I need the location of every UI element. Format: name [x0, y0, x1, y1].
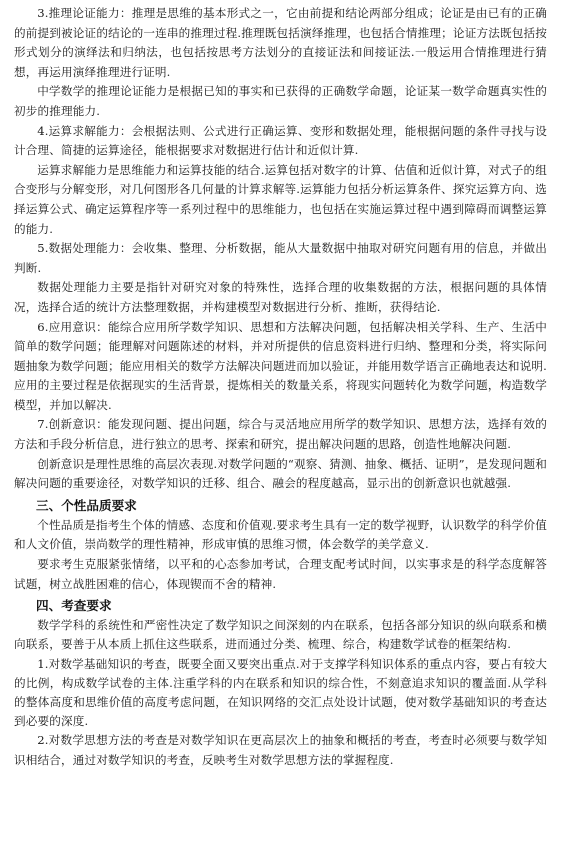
- paragraph-reasoning-definition: 中学数学的推理论证能力是根据已知的事实和已获得的正确数学命题，论证某一数学命题真实性的初步的推理能力.: [14, 84, 547, 118]
- paragraph-exam-attitude: 要求考生克服紧张情绪，以平和的心态参加考试，合理支配考试时间，以实事求是的科学态度解答试题，树立战胜困难的信心，体现锲而不舍的精神.: [14, 557, 547, 591]
- paragraph-data-processing-ability: 5.数据处理能力：会收集、整理、分析数据，能从大量数据中抽取对研究问题有用的信息，并做出判断.: [14, 241, 547, 275]
- paragraph-innovation-awareness: 7.创新意识：能发现问题、提出问题，综合与灵活地应用所学的数学知识、思想方法，选择有效的方法和手段分析信息，进行独立的思考、探索和研究，提出解决问题的思路，创造性地解决问题.: [14, 417, 547, 452]
- section-heading-assessment: 四、考查要求: [36, 598, 112, 614]
- paragraph-application-awareness: 6.应用意识：能综合应用所学数学知识、思想和方法解决问题，包括解决相关学科、生产、生活中简单的数学问题；能理解对问题陈述的材料，并对所提供的信息资料进行归纳、整理和分类，将实际问题抽象为数学问题；能应用相关的数学方法解决问题进而加以验证，并能用数学语言正确地表达和说明.应用的主要过程是依据现实的生活背景，提炼相关的数量关系，将现实问题转化为数学问题，构造数学模型，并加以解决.: [14, 319, 547, 412]
- paragraph-basic-knowledge: 1.对数学基础知识的考查，既要全面又要突出重点.对于支撑学科知识体系的重点内容，要占有较大的比例，构成数学试卷的主体.注重学科的内在联系和知识的综合性，不刻意追求知识的覆盖面.从学科的整体高度和思维价值的高度考虑问题，在知识网络的交汇点处设计试题，使对数学基础知识的考查达到必要的深度.: [14, 656, 547, 729]
- paragraph-data-processing-definition: 数据处理能力主要是指针对研究对象的特殊性，选择合理的收集数据的方法，根据问题的具体情况，选择合适的统计方法整理数据，并构建模型对数据进行分析、推断，获得结论.: [14, 280, 547, 314]
- section-heading-personality: 三、个性品质要求: [36, 497, 137, 513]
- paragraph-computation-definition: 运算求解能力是思维能力和运算技能的结合.运算包括对数字的计算、估值和近似计算，对式子的组合变形与分解变形，对几何图形各几何量的计算求解等.运算能力包括分析运算条件、探究运算方向、选择运算公式、确定运算程序等一系列过程中的思维能力，也包括在实施运算过程中遇到障碍而调整运算的能力.: [14, 162, 547, 236]
- paragraph-assessment-intro: 数学学科的系统性和严密性决定了数学知识之间深刻的内在联系，包括各部分知识的纵向联系和横向联系，要善于从本质上抓住这些联系，进而通过分类、梳理、综合，构建数学试卷的框架结构.: [14, 618, 547, 652]
- paragraph-personality-definition: 个性品质是指考生个体的情感、态度和价值观.要求考生具有一定的数学视野，认识数学的科学价值和人文价值，崇尚数学的理性精神，形成审慎的思维习惯，体会数学的美学意义.: [14, 517, 547, 552]
- paragraph-innovation-definition: 创新意识是理性思维的高层次表现.对数学问题的“观察、猜测、抽象、概括、证明”，是发现问题和解决问题的重要途径，对数学知识的迁移、组合、融会的程度越高，显示出的创新意识也就越强.: [14, 456, 547, 491]
- paragraph-reasoning-ability: 3.推理论证能力：推理是思维的基本形式之一，它由前提和结论两部分组成；论证是由已有的正确的前提到被论证的结论的一连串的推理过程.推理既包括演绎推理，也包括合情推理；论证方法既包括按形式划分的演绎法和归纳法，也包括按思考方法划分的直接证法和间接证法.一般运用合情推理进行猜想，再运用演绎推理进行证明.: [14, 6, 547, 79]
- paragraph-computation-ability: 4.运算求解能力：会根据法则、公式进行正确运算、变形和数据处理，能根据问题的条件寻找与设计合理、简捷的运算途径，能根据要求对数据进行估计和近似计算.: [14, 123, 547, 158]
- paragraph-thinking-methods: 2.对数学思想方法的考查是对数学知识在更高层次上的抽象和概括的考查，考查时必须要与数学知识相结合，通过对数学知识的考查，反映考生对数学思想方法的掌握程度.: [14, 733, 547, 767]
